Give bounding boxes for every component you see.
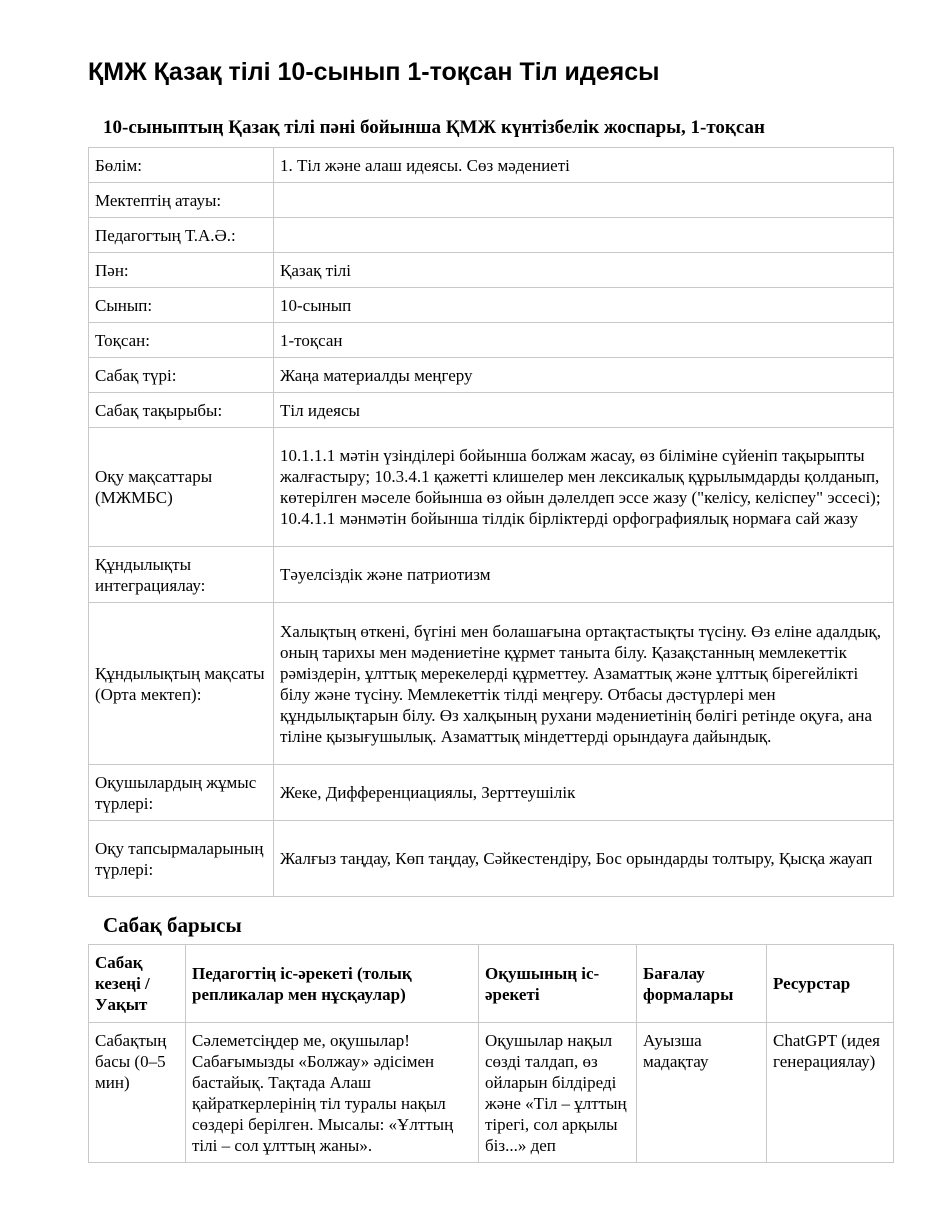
lesson-table [88,944,894,1163]
row-label: Сабақ түрі: [89,358,274,393]
table-row [89,393,894,428]
row-value: Тәуелсіздік және патриотизм [274,547,894,603]
row-label: Педагогтың Т.А.Ә.: [89,218,274,253]
row-label: Оқушылардың жұмыс түрлері: [89,765,274,821]
header-assessment: Бағалау формалары [637,945,767,1023]
table-row [89,428,894,547]
cell-assessment: Ауызша мадақтау [637,1023,767,1163]
row-value [274,183,894,218]
row-label: Оқу мақсаттары (МЖМБС) [89,428,274,547]
cell-stage-time: Сабақтың басы (0–5 мин) [89,1023,186,1163]
table-row [89,148,894,183]
info-table [88,147,894,897]
row-value: 1-тоқсан [274,323,894,358]
header-student-activity: Оқушының іс-әрекеті [479,945,637,1023]
table-row [89,358,894,393]
row-label: Құндылықтың мақсаты (Орта мектеп): [89,603,274,765]
table-row [89,253,894,288]
table-row [89,218,894,253]
row-value: 10.1.1.1 мәтін үзінділері бойынша болжам жасау, өз біліміне сүйеніп тақырыпты жалғастыру; 10.3.4.1 қажетті клишелер мен лексикалық құрылымдарды қолданып, көтерілген мәселе бойынша өз ойын дәлелдеп эссе жазу ("келісу, келіспеу" эссесі); 10.4.1.1 мәнмәтін бойынша тілдік бірліктерді орфографиялық нормаға сай жазу [274,428,894,547]
row-label: Оқу тапсырмаларының түрлері: [89,821,274,897]
cell-resources: ChatGPT (идея генерациялау) [767,1023,894,1163]
row-value: 1. Тіл және алаш идеясы. Сөз мәдениеті [274,148,894,183]
row-value: Жеке, Дифференциациялы, Зерттеушілік [274,765,894,821]
table-row [89,1023,894,1163]
row-value: Халықтың өткені, бүгіні мен болашағына ортақтастықты түсіну. Өз еліне адалдық, оның тарихы мен мәдениетіне құрмет таныта білу. Қазақстанның мемлекеттік рәміздерін, ұлттық мерекелерді құрметтеу. Азаматтық және ұлттық бірегейлікті білу және түсіну. Мемлекеттік тілді меңгеру. Отбасы дәстүрлері мен құндылықтарын білу. Өз халқының рухани мәдениетінің бөлігі ретінде оқуға, ана тіліне қызығушылық. Азаматтық міндеттерді орындауға дайындық. [274,603,894,765]
cell-teacher-activity: Сәлеметсіңдер ме, оқушылар! Сабағымызды «Болжау» әдісімен бастайық. Тақтада Алаш қайраткерлерінің тіл туралы нақыл сөздері берілген. Мысалы: «Ұлттың тілі – сол ұлттың жаны». [186,1023,479,1163]
table-row [89,765,894,821]
table-row [89,323,894,358]
header-stage-time: Сабақ кезеңі / Уақыт [89,945,186,1023]
row-value: Жаңа материалды меңгеру [274,358,894,393]
row-value: 10-сынып [274,288,894,323]
row-value: Қазақ тілі [274,253,894,288]
row-label: Бөлім: [89,148,274,183]
row-label: Сабақ тақырыбы: [89,393,274,428]
section-title: Сабақ барысы [103,913,242,937]
table-row [89,603,894,765]
table-header-row [89,945,894,1023]
table-row [89,288,894,323]
row-value: Жалғыз таңдау, Көп таңдау, Сәйкестендіру, Бос орындарды толтыру, Қысқа жауап [274,821,894,897]
table-row [89,547,894,603]
row-label: Пән: [89,253,274,288]
header-teacher-activity: Педагогтің іс-әрекеті (толық репликалар мен нұсқаулар) [186,945,479,1023]
row-label: Сынып: [89,288,274,323]
header-resources: Ресурстар [767,945,894,1023]
table-row [89,821,894,897]
cell-student-activity: Оқушылар нақыл сөзді талдап, өз ойларын білдіреді және «Тіл – ұлттың тірегі, сол арқылы біз...» деп [479,1023,637,1163]
row-value: Тіл идеясы [274,393,894,428]
row-label: Құндылықты интеграциялау: [89,547,274,603]
row-label: Тоқсан: [89,323,274,358]
plan-subtitle: 10-сыныптың Қазақ тілі пәні бойынша ҚМЖ күнтізбелік жоспары, 1-тоқсан [103,117,765,138]
table-row [89,183,894,218]
row-value [274,218,894,253]
document-title: ҚМЖ Қазақ тілі 10-сынып 1-тоқсан Тіл идеясы [88,58,660,86]
row-label: Мектептің атауы: [89,183,274,218]
